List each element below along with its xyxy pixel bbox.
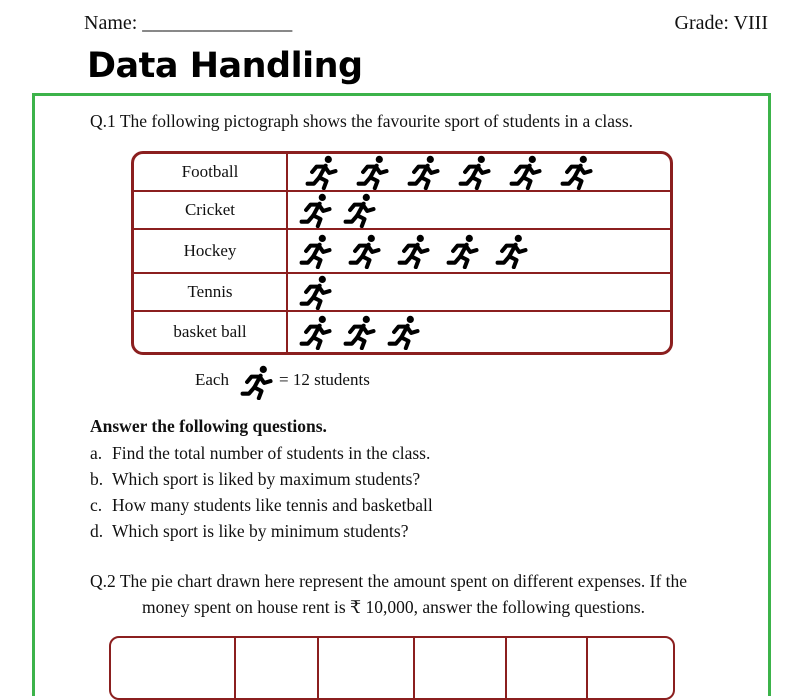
runner-icon [342, 192, 378, 228]
sport-label: Hockey [134, 230, 288, 272]
runner-icon [298, 192, 334, 228]
question-item-text: Which sport is liked by maximum students? [112, 469, 421, 489]
runner-icon [239, 364, 275, 400]
pictograph-key [195, 364, 425, 400]
question-item-text: Which sport is like by minimum students? [112, 521, 409, 541]
pictograph-row [134, 312, 670, 352]
runner-icon [406, 154, 442, 190]
question-item [90, 443, 430, 464]
runner-icon [559, 154, 595, 190]
runner-icon [386, 314, 422, 350]
question-item [90, 469, 420, 490]
runner-icon [508, 154, 544, 190]
runner-icon [342, 314, 378, 350]
grade-label: Grade: VIII [674, 12, 768, 34]
name-field-label: Name: _______________ [84, 12, 293, 34]
question-1-text: Q.1 The following pictograph shows the favourite sport of students in a class. [90, 111, 634, 131]
question-item-label: a. [90, 443, 103, 463]
pictograph-row [134, 230, 670, 274]
question-2-text-line-2: money spent on house rent is ₹ 10,000, answer the following questions. [142, 597, 646, 617]
table-column-divider [413, 638, 415, 698]
key-value-label: = 12 students [279, 370, 370, 389]
table-column-divider [505, 638, 507, 698]
runner-icon [298, 314, 334, 350]
runner-icon [494, 233, 530, 269]
key-each-label: Each [195, 370, 229, 389]
runner-icon [298, 274, 334, 310]
runner-icon [347, 233, 383, 269]
runner-icon [355, 154, 391, 190]
expense-table [109, 636, 675, 700]
runner-icon [298, 233, 334, 269]
question-2-text-line-1: Q.2 The pie chart drawn here represent the amount spent on different expenses. If the [90, 571, 688, 591]
table-column-divider [586, 638, 588, 698]
sport-label: Cricket [134, 192, 288, 228]
question-item-label: c. [90, 495, 103, 515]
sport-label: basket ball [134, 312, 288, 352]
question-item-text: Find the total number of students in the class. [112, 443, 431, 463]
table-column-divider [234, 638, 236, 698]
question-item-label: b. [90, 469, 104, 489]
pictograph-row [134, 274, 670, 312]
question-item [90, 495, 433, 516]
runner-icon [457, 154, 493, 190]
runner-icon [396, 233, 432, 269]
pictograph-table [131, 151, 673, 355]
runner-icon [445, 233, 481, 269]
answers-heading: Answer the following questions. [90, 416, 327, 436]
question-item [90, 521, 409, 542]
table-column-divider [317, 638, 319, 698]
sport-label: Tennis [134, 274, 288, 310]
question-item-label: d. [90, 521, 104, 541]
pictograph-row [134, 154, 670, 192]
question-item-text: How many students like tennis and basketball [112, 495, 433, 515]
pictograph-row [134, 192, 670, 230]
page-title: Data Handling [87, 46, 363, 86]
sport-label: Football [134, 154, 288, 190]
worksheet-box [32, 93, 771, 696]
runner-icon [304, 154, 340, 190]
